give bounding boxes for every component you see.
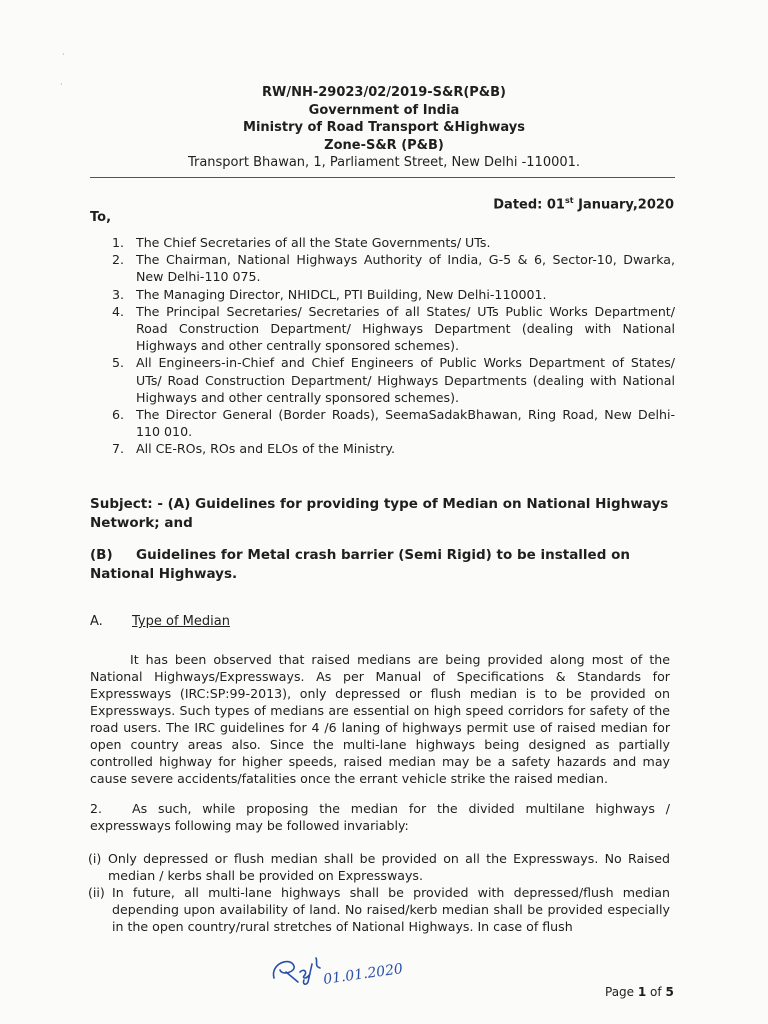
header-divider <box>90 177 675 178</box>
subject-line-b <box>90 546 675 584</box>
list-item: (i) Only depressed or flush median shall be provided on all the Expressways. No Raised median / kerbs shall be provided on Expressways. <box>88 851 670 883</box>
recipient-item: 7. All CE-ROs, ROs and ELOs of the Ministry. <box>112 441 396 457</box>
ministry-name: Ministry of Road Transport &Highways <box>243 120 525 135</box>
letterhead <box>0 84 768 172</box>
recipient-item: 3. The Managing Director, NHIDCL, PTI Building, New Delhi-110001. <box>112 286 547 302</box>
subject-block <box>90 495 675 597</box>
date-rest: January,2020 <box>573 197 674 213</box>
date-ordinal: st <box>564 196 574 205</box>
page-number: Page 1 of 5 <box>605 985 674 999</box>
guideline-list <box>88 850 670 935</box>
recipient-item: 2. The Chairman, National Highways Authority of India, G-5 & 6, Sector-10, Dwarka, New Delhi-110 075. <box>112 252 675 285</box>
zone-name: Zone-S&R (P&B) <box>324 137 444 153</box>
paragraph-number: 2. <box>90 801 103 816</box>
subject-b-label: (B) <box>90 547 113 563</box>
recipient-item: 5. All Engineers-in-Chief and Chief Engineers of Public Works Department of States/ UTs/ Road Construction Department/ Highways Departments (dealing with National Highways and other centrally sponsored schemes). <box>112 355 675 405</box>
section-title: Type of Median <box>132 614 230 629</box>
scan-speck: · <box>62 50 65 59</box>
paragraph-2 <box>90 800 670 834</box>
date-prefix: Dated: 01 <box>493 197 565 213</box>
section-heading-a <box>90 614 230 629</box>
date-line <box>493 196 674 212</box>
recipient-item: 6. The Director General (Border Roads), SeemaSadakBhawan, Ring Road, New Delhi-110 010. <box>112 407 675 440</box>
list-item: (ii) In future, all multi-lane highways shall be provided with depressed/flush median depending upon availability of land. No raised/kerb median shall be provided especially in the open country/rural stretches of National Highways. In case of flush <box>88 885 670 934</box>
subject-line-a: Subject: - (A) Guidelines for providing type of Median on National Highways Network; and <box>90 496 669 531</box>
to-label: To, <box>90 210 112 225</box>
office-address: Transport Bhawan, 1, Parliament Street, New Delhi -110001. <box>187 155 581 170</box>
handwritten-signature <box>268 950 418 990</box>
reference-number: RW/NH-29023/02/2019-S&R(P&B) <box>261 85 506 100</box>
recipient-item: 4. The Principal Secretaries/ Secretaries of all States/ UTs Public Works Department/ Road Construction Department/ Highways Department (dealing with National Highways and other centrally sponsored schemes). <box>112 303 675 354</box>
paragraph-1: It has been observed that raised medians are being provided along most of the National Highways/Expressways. As per Manual of Specifications & Standards for Expressways (IRC:SP:99-2013), only depressed or flush median is to be provided on Expressways. Such types of medians are essential on high speed corridors for safety of the road users. The IRC guidelines for 4 /6 laning of highways permit use of raised median for open country areas also. Since the multi-lane highways being designed as partially controlled highway for higher speeds, raised median may be a safety hazards and may cause severe accidents/fatalities once the errant vehicle strike the raised median. <box>90 652 670 786</box>
signature-date: 01.01.2020 <box>322 960 404 988</box>
paragraph-2-text: As such, while proposing the median for the divided multilane highways / expressways following may be followed invariably: <box>90 801 670 833</box>
recipient-item: 1. The Chief Secretaries of all the State Governments/ UTs. <box>112 235 491 250</box>
government-name: Government of India <box>308 102 460 118</box>
recipient-list <box>112 234 675 458</box>
subject-b-text: Guidelines for Metal crash barrier (Semi Rigid) to be installed on National Highways. <box>90 547 630 582</box>
scan-speck: · <box>60 80 63 89</box>
section-letter: A. <box>90 614 103 629</box>
